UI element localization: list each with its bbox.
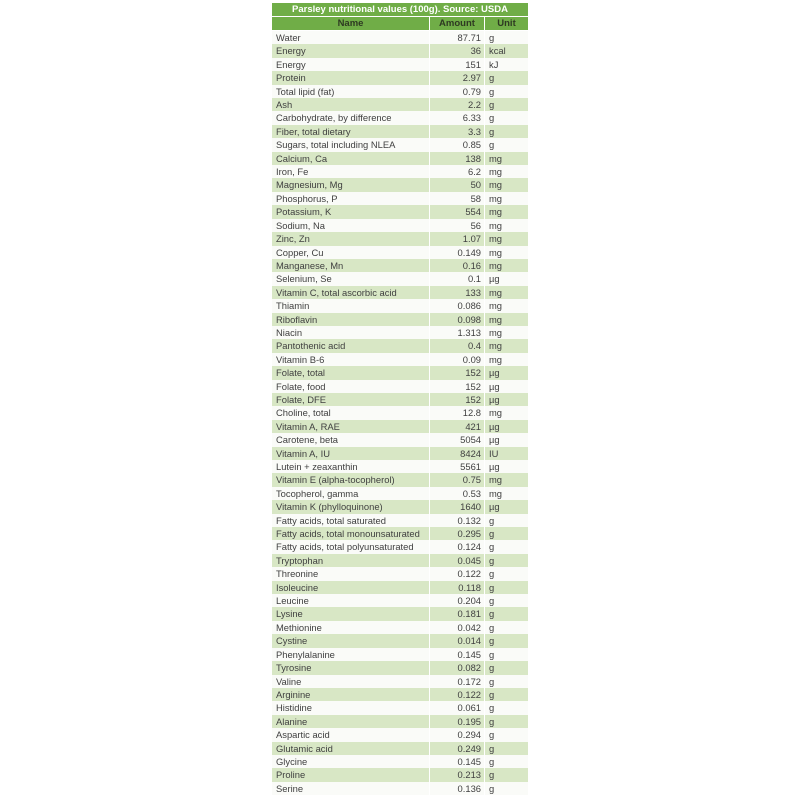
cell-amount: 0.145 <box>430 755 485 768</box>
cell-amount: 0.75 <box>430 473 485 486</box>
cell-amount: 152 <box>430 393 485 406</box>
cell-amount: 0.132 <box>430 514 485 527</box>
cell-unit: g <box>489 742 495 754</box>
cell-amount: 0.85 <box>430 138 485 151</box>
cell-unit: mg <box>489 152 503 164</box>
cell-amount: 152 <box>430 380 485 393</box>
table-row <box>272 554 528 567</box>
cell-name: Riboflavin <box>272 313 430 326</box>
table-row <box>272 286 528 299</box>
cell-unit: g <box>489 662 495 674</box>
table-row <box>272 460 528 473</box>
cell-amount: 0.181 <box>430 607 485 620</box>
cell-name: Manganese, Mn <box>272 259 430 272</box>
table-row <box>272 178 528 191</box>
cell-unit: g <box>489 715 495 727</box>
cell-unit: mg <box>489 166 503 178</box>
table-row <box>272 433 528 446</box>
cell-unit: kcal <box>489 45 506 57</box>
cell-name: Vitamin A, IU <box>272 447 430 460</box>
table-row <box>272 380 528 393</box>
cell-name: Fatty acids, total monounsaturated <box>272 527 430 540</box>
cell-name: Proline <box>272 768 430 781</box>
cell-amount: 133 <box>430 286 485 299</box>
cell-name: Threonine <box>272 567 430 580</box>
table-row <box>272 487 528 500</box>
cell-amount: 5054 <box>430 433 485 446</box>
table-row <box>272 768 528 781</box>
cell-name: Total lipid (fat) <box>272 85 430 98</box>
table-row <box>272 755 528 768</box>
cell-name: Alanine <box>272 715 430 728</box>
cell-amount: 0.195 <box>430 715 485 728</box>
cell-amount: 5561 <box>430 460 485 473</box>
table-row <box>272 581 528 594</box>
cell-unit: g <box>489 528 495 540</box>
table-row <box>272 634 528 647</box>
table-body <box>272 31 528 795</box>
cell-amount: 6.2 <box>430 165 485 178</box>
cell-amount: 152 <box>430 366 485 379</box>
cell-unit: µg <box>489 393 500 405</box>
table-row <box>272 500 528 513</box>
table-row <box>272 420 528 433</box>
cell-amount: 12.8 <box>430 406 485 419</box>
cell-unit: g <box>489 581 495 593</box>
cell-name: Selenium, Se <box>272 272 430 285</box>
cell-unit: µg <box>489 367 500 379</box>
cell-name: Phosphorus, P <box>272 192 430 205</box>
cell-name: Serine <box>272 782 430 795</box>
cell-name: Tryptophan <box>272 554 430 567</box>
cell-unit: g <box>489 675 495 687</box>
cell-amount: 50 <box>430 178 485 191</box>
table-row <box>272 567 528 580</box>
cell-amount: 421 <box>430 420 485 433</box>
cell-unit: mg <box>489 487 503 499</box>
cell-amount: 0.014 <box>430 634 485 647</box>
column-header-amount: Amount <box>430 17 485 30</box>
cell-name: Water <box>272 31 430 44</box>
cell-unit: µg <box>489 434 500 446</box>
cell-amount: 0.082 <box>430 661 485 674</box>
cell-unit: mg <box>489 407 503 419</box>
cell-name: Protein <box>272 71 430 84</box>
table-row <box>272 648 528 661</box>
table-row <box>272 675 528 688</box>
cell-amount: 0.098 <box>430 313 485 326</box>
cell-name: Methionine <box>272 621 430 634</box>
cell-amount: 3.3 <box>430 125 485 138</box>
cell-name: Lysine <box>272 607 430 620</box>
cell-amount: 56 <box>430 219 485 232</box>
table-row <box>272 44 528 57</box>
cell-unit: g <box>489 139 495 151</box>
cell-unit: µg <box>489 420 500 432</box>
cell-name: Folate, food <box>272 380 430 393</box>
cell-unit: g <box>489 514 495 526</box>
table-row <box>272 165 528 178</box>
cell-name: Fatty acids, total saturated <box>272 514 430 527</box>
table-row <box>272 299 528 312</box>
cell-name: Vitamin A, RAE <box>272 420 430 433</box>
cell-amount: 0.145 <box>430 648 485 661</box>
table-row <box>272 272 528 285</box>
table-row <box>272 782 528 795</box>
cell-unit: mg <box>489 474 503 486</box>
table-row <box>272 205 528 218</box>
cell-name: Histidine <box>272 701 430 714</box>
cell-unit: g <box>489 568 495 580</box>
cell-unit: mg <box>489 353 503 365</box>
cell-name: Choline, total <box>272 406 430 419</box>
cell-amount: 0.09 <box>430 353 485 366</box>
cell-name: Phenylalanine <box>272 648 430 661</box>
cell-amount: 0.295 <box>430 527 485 540</box>
cell-amount: 0.4 <box>430 339 485 352</box>
cell-unit: g <box>489 635 495 647</box>
cell-unit: g <box>489 541 495 553</box>
cell-unit: g <box>489 72 495 84</box>
cell-name: Carbohydrate, by difference <box>272 111 430 124</box>
cell-unit: mg <box>489 340 503 352</box>
table-row <box>272 728 528 741</box>
table-row <box>272 111 528 124</box>
table-row <box>272 715 528 728</box>
table-row <box>272 353 528 366</box>
table-row <box>272 58 528 71</box>
table-row <box>272 607 528 620</box>
cell-amount: 1640 <box>430 500 485 513</box>
cell-unit: mg <box>489 286 503 298</box>
cell-name: Glutamic acid <box>272 742 430 755</box>
cell-unit: mg <box>489 233 503 245</box>
table-row <box>272 621 528 634</box>
cell-amount: 0.249 <box>430 742 485 755</box>
table-row <box>272 71 528 84</box>
table-row <box>272 259 528 272</box>
cell-unit: µg <box>489 501 500 513</box>
table-row <box>272 366 528 379</box>
table-row <box>272 98 528 111</box>
cell-name: Folate, DFE <box>272 393 430 406</box>
cell-name: Copper, Cu <box>272 246 430 259</box>
table-row <box>272 540 528 553</box>
cell-unit: g <box>489 32 495 43</box>
cell-name: Iron, Fe <box>272 165 430 178</box>
cell-name: Pantothenic acid <box>272 339 430 352</box>
cell-name: Fatty acids, total polyunsaturated <box>272 540 430 553</box>
cell-amount: 0.79 <box>430 85 485 98</box>
cell-unit: g <box>489 729 495 741</box>
table-row <box>272 326 528 339</box>
cell-unit: mg <box>489 179 503 191</box>
cell-name: Ash <box>272 98 430 111</box>
table-row <box>272 246 528 259</box>
table-row <box>272 219 528 232</box>
cell-name: Tyrosine <box>272 661 430 674</box>
cell-amount: 0.213 <box>430 768 485 781</box>
cell-name: Fiber, total dietary <box>272 125 430 138</box>
cell-name: Sodium, Na <box>272 219 430 232</box>
cell-unit: g <box>489 85 495 97</box>
nutrition-table <box>272 3 528 795</box>
cell-name: Vitamin C, total ascorbic acid <box>272 286 430 299</box>
cell-name: Lutein + zeaxanthin <box>272 460 430 473</box>
cell-amount: 0.172 <box>430 675 485 688</box>
cell-name: Folate, total <box>272 366 430 379</box>
cell-name: Thiamin <box>272 299 430 312</box>
table-title: Parsley nutritional values (100g). Source: USDA <box>272 3 528 16</box>
cell-amount: 0.204 <box>430 594 485 607</box>
table-row <box>272 125 528 138</box>
column-header-unit: Unit <box>497 18 516 29</box>
cell-amount: 0.061 <box>430 701 485 714</box>
table-header-row <box>272 17 528 30</box>
cell-name: Niacin <box>272 326 430 339</box>
table-row <box>272 152 528 165</box>
cell-name: Tocopherol, gamma <box>272 487 430 500</box>
cell-unit: g <box>489 621 495 633</box>
cell-name: Calcium, Ca <box>272 152 430 165</box>
cell-unit: mg <box>489 219 503 231</box>
cell-unit: g <box>489 125 495 137</box>
cell-unit: mg <box>489 313 503 325</box>
table-row <box>272 594 528 607</box>
cell-name: Leucine <box>272 594 430 607</box>
cell-unit: µg <box>489 380 500 392</box>
cell-amount: 0.122 <box>430 567 485 580</box>
cell-amount: 6.33 <box>430 111 485 124</box>
cell-unit: µg <box>489 273 500 285</box>
cell-amount: 0.294 <box>430 728 485 741</box>
cell-amount: 0.122 <box>430 688 485 701</box>
cell-unit: g <box>489 595 495 607</box>
cell-amount: 0.53 <box>430 487 485 500</box>
table-row <box>272 688 528 701</box>
cell-amount: 0.136 <box>430 782 485 795</box>
table-row <box>272 661 528 674</box>
cell-unit: g <box>489 554 495 566</box>
cell-name: Isoleucine <box>272 581 430 594</box>
table-row <box>272 339 528 352</box>
cell-name: Aspartic acid <box>272 728 430 741</box>
cell-name: Zinc, Zn <box>272 232 430 245</box>
cell-name: Potassium, K <box>272 205 430 218</box>
cell-unit: g <box>489 688 495 700</box>
table-row <box>272 742 528 755</box>
cell-name: Sugars, total including NLEA <box>272 138 430 151</box>
cell-name: Valine <box>272 675 430 688</box>
cell-amount: 0.118 <box>430 581 485 594</box>
cell-unit: g <box>489 702 495 714</box>
cell-unit: g <box>489 782 495 794</box>
cell-unit: g <box>489 648 495 660</box>
cell-unit: g <box>489 99 495 111</box>
cell-name: Energy <box>272 44 430 57</box>
cell-amount: 36 <box>430 44 485 57</box>
cell-amount: 1.07 <box>430 232 485 245</box>
cell-amount: 138 <box>430 152 485 165</box>
cell-amount: 151 <box>430 58 485 71</box>
table-row <box>272 447 528 460</box>
cell-unit: g <box>489 755 495 767</box>
cell-name: Glycine <box>272 755 430 768</box>
cell-amount: 0.124 <box>430 540 485 553</box>
cell-unit: mg <box>489 192 503 204</box>
cell-unit: mg <box>489 206 503 218</box>
cell-name: Arginine <box>272 688 430 701</box>
cell-name: Carotene, beta <box>272 433 430 446</box>
cell-name: Vitamin E (alpha-tocopherol) <box>272 473 430 486</box>
cell-amount: 0.1 <box>430 272 485 285</box>
cell-amount: 0.045 <box>430 554 485 567</box>
table-row <box>272 473 528 486</box>
cell-amount: 0.16 <box>430 259 485 272</box>
cell-amount: 2.2 <box>430 98 485 111</box>
cell-amount: 554 <box>430 205 485 218</box>
cell-name: Magnesium, Mg <box>272 178 430 191</box>
cell-name: Vitamin B-6 <box>272 353 430 366</box>
cell-amount: 0.149 <box>430 246 485 259</box>
table-row <box>272 138 528 151</box>
cell-unit: mg <box>489 326 503 338</box>
cell-amount: 0.086 <box>430 299 485 312</box>
table-row <box>272 232 528 245</box>
cell-unit: kJ <box>489 58 499 70</box>
table-row <box>272 527 528 540</box>
cell-name: Cystine <box>272 634 430 647</box>
cell-amount: 87.71 <box>430 31 485 44</box>
cell-amount: 0.042 <box>430 621 485 634</box>
table-row <box>272 514 528 527</box>
cell-amount: 8424 <box>430 447 485 460</box>
table-row <box>272 313 528 326</box>
cell-unit: mg <box>489 259 503 271</box>
cell-unit: IU <box>489 447 499 459</box>
cell-unit: g <box>489 112 495 124</box>
table-row <box>272 192 528 205</box>
cell-unit: g <box>489 769 495 781</box>
table-row <box>272 406 528 419</box>
cell-unit: µg <box>489 461 500 472</box>
table-row <box>272 85 528 98</box>
cell-name: Vitamin K (phylloquinone) <box>272 500 430 513</box>
cell-unit: g <box>489 608 495 620</box>
cell-amount: 1.313 <box>430 326 485 339</box>
cell-name: Energy <box>272 58 430 71</box>
table-row <box>272 393 528 406</box>
cell-unit: mg <box>489 300 503 312</box>
table-row <box>272 31 528 44</box>
column-header-name: Name <box>272 17 430 30</box>
cell-amount: 58 <box>430 192 485 205</box>
cell-unit: mg <box>489 246 503 258</box>
table-row <box>272 701 528 714</box>
cell-amount: 2.97 <box>430 71 485 84</box>
